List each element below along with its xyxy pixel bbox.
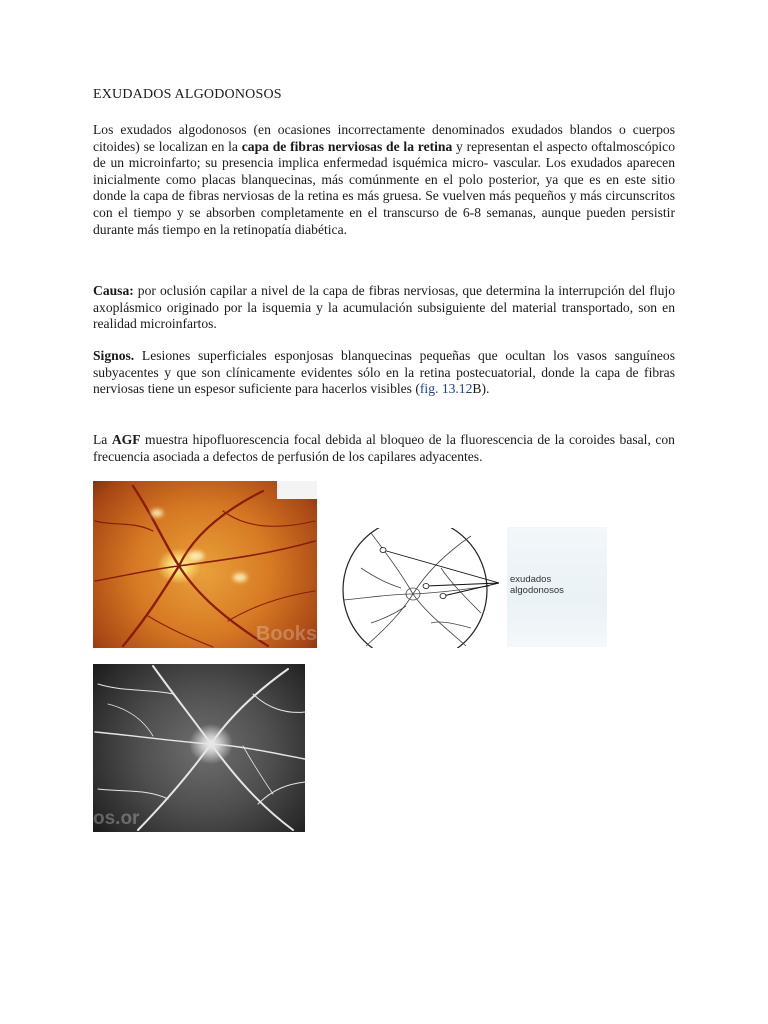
cause-label: Causa: bbox=[93, 283, 134, 298]
fundus-line-drawing bbox=[331, 528, 499, 648]
figure-link[interactable]: fig. bbox=[419, 381, 439, 397]
paragraph-agf bbox=[93, 432, 675, 465]
exudate-spot bbox=[188, 551, 204, 561]
figure-number-link[interactable]: 13.12 bbox=[441, 381, 473, 397]
paragraph-text: B). bbox=[472, 381, 490, 397]
schematic-drawing bbox=[331, 528, 499, 648]
paragraph-text: y representan el aspecto oftalmoscópico de un microinfarto; su presencia implica enfermedad isquémica micro- vascular. Los exudados aparecen inicialmente como placas blanquecinas, más comúnmente en el polo posterior, ya que es en este sitio donde la capa de fibras nerviosas de la retina es más gruesa. Se vuelven más pequeños y más circunscritos con el tiempo y se absorben completamente en el transcurso de 6-8 semanas, aunque pueden persistir durante más tiempo en la retinopatía diabética. bbox=[93, 138, 676, 237]
paragraph-text: Los exudados algodonosos (en ocasiones incorrectamente denominados exudados blandos o cuerpos citoides) se localizan en la bbox=[93, 122, 675, 154]
photo-corner bbox=[277, 481, 317, 499]
paragraph-description bbox=[93, 122, 675, 238]
watermark-text: Books bbox=[255, 623, 317, 645]
exudate-spot bbox=[151, 509, 163, 517]
watermark-text: os.or bbox=[93, 808, 140, 829]
paragraph-text: por oclusión capilar a nivel de la capa de fibras nerviosas, que determina la interrupción del flujo axoplásmico originado por la isquemia y la acumulación subsiguiente del material transportado, son en realidad microinfartos. bbox=[93, 283, 675, 332]
paragraph-signs bbox=[93, 348, 675, 398]
paragraph-text: muestra hipofluorescencia focal debida al bloqueo de la fluorescencia de la coroides basal, con frecuencia asociada a defectos de perfusión de los capilares adyacentes. bbox=[93, 432, 675, 464]
bold-term: capa de fibras nerviosas de la retina bbox=[241, 138, 453, 154]
figure-legend bbox=[507, 527, 607, 647]
legend-label: exudados algodonosos bbox=[510, 574, 564, 596]
paragraph-cause bbox=[93, 283, 675, 333]
document-title: EXUDADOS ALGODONOSOS bbox=[93, 87, 282, 102]
paragraph-text: Lesiones superficiales esponjosas blanquecinas pequeñas que ocultan los vasos sanguíneos subyacentes y que son clínicamente evidentes sólo en la retina postecuatorial, donde la capa de fibras nerviosas tiene un espesor suficiente para hacerlos visibles ( bbox=[93, 348, 675, 397]
signs-label: Signos. bbox=[93, 348, 135, 363]
bold-term: AGF bbox=[111, 432, 141, 447]
fluorescein-angiography bbox=[93, 664, 305, 832]
paragraph-text: La bbox=[93, 432, 112, 447]
exudate-spot bbox=[233, 573, 247, 582]
fundus-photograph bbox=[93, 481, 317, 648]
angiography-vessels bbox=[93, 664, 305, 832]
